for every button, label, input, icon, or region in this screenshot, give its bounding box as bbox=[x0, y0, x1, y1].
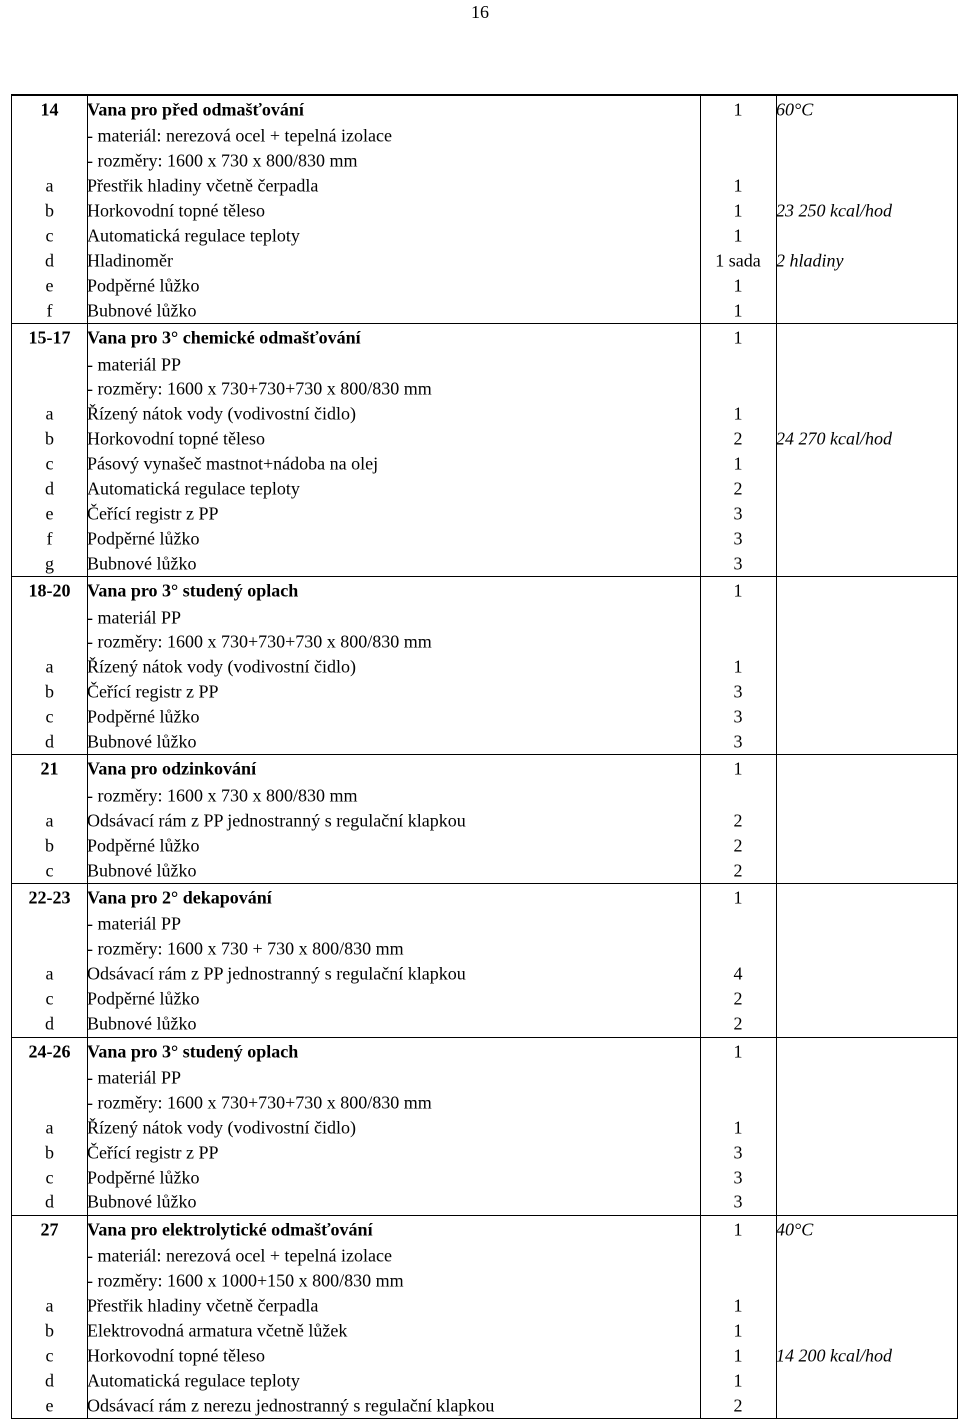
row-position: 18-20 bbox=[28, 580, 71, 601]
row-description: Bubnové lůžko bbox=[87, 300, 197, 321]
row-position: g bbox=[45, 553, 54, 574]
row-quantity: 1 bbox=[733, 1370, 743, 1391]
row-quantity: 3 bbox=[733, 1167, 743, 1187]
row-description: - rozměry: 1600 x 1000+150 x 800/830 mm bbox=[87, 1270, 404, 1291]
table-row bbox=[12, 912, 957, 937]
table-row bbox=[12, 1066, 957, 1091]
row-description: - rozměry: 1600 x 730+730+730 x 800/830 mm bbox=[87, 1092, 432, 1113]
table-row bbox=[12, 477, 957, 502]
row-quantity: 2 bbox=[733, 478, 743, 499]
row-position: 14 bbox=[40, 99, 59, 120]
row-position: f bbox=[46, 528, 53, 549]
table-row bbox=[12, 124, 957, 149]
row-description: - materiál: nerezová ocel + tepelná izolace bbox=[87, 125, 392, 146]
row-position: b bbox=[45, 681, 54, 702]
table-row bbox=[12, 705, 957, 730]
table-row bbox=[12, 526, 957, 551]
row-description: Horkovodní topné těleso bbox=[87, 1345, 265, 1366]
row-position: b bbox=[45, 428, 54, 449]
table-row bbox=[12, 605, 957, 630]
row-position: e bbox=[45, 503, 54, 524]
row-description: Bubnové lůžko bbox=[87, 860, 197, 881]
row-quantity: 1 bbox=[733, 1219, 743, 1240]
row-position: f bbox=[46, 300, 53, 321]
table-row bbox=[12, 655, 957, 680]
row-quantity: 1 bbox=[733, 1345, 743, 1366]
table-row bbox=[12, 858, 957, 883]
row-quantity: 3 bbox=[733, 706, 743, 727]
row-description: Automatická regulace teploty bbox=[87, 225, 300, 246]
row-quantity: 1 bbox=[733, 887, 743, 908]
row-quantity: 1 bbox=[733, 1295, 743, 1316]
row-quantity: 2 bbox=[733, 810, 743, 831]
row-description: Bubnové lůžko bbox=[87, 553, 197, 574]
row-quantity: 1 bbox=[733, 1320, 743, 1341]
table-row bbox=[12, 551, 957, 576]
row-description: Vana pro 3° chemické odmašťování bbox=[87, 327, 361, 348]
row-quantity: 1 bbox=[733, 1117, 743, 1138]
row-quantity: 1 bbox=[733, 225, 743, 246]
row-description: - materiál PP bbox=[87, 607, 181, 628]
table-row bbox=[12, 1244, 957, 1269]
row-description: - materiál PP bbox=[87, 1067, 181, 1088]
table-row bbox=[12, 1343, 957, 1368]
row-position: d bbox=[45, 250, 54, 271]
row-quantity: 1 sada bbox=[715, 250, 761, 271]
table-row bbox=[12, 1294, 957, 1319]
table-row bbox=[12, 1090, 957, 1115]
row-position: d bbox=[45, 478, 54, 499]
row-description: Podpěrné lůžko bbox=[87, 275, 200, 296]
row-description: - materiál PP bbox=[87, 913, 181, 934]
table-row-section bbox=[12, 1215, 957, 1244]
table-row bbox=[12, 402, 957, 427]
table-row bbox=[12, 833, 957, 858]
equipment-table bbox=[11, 94, 958, 1419]
table-row bbox=[12, 224, 957, 249]
row-position: a bbox=[45, 403, 54, 424]
row-quantity: 2 bbox=[733, 1395, 743, 1416]
row-quantity: 1 bbox=[733, 99, 743, 120]
row-position: d bbox=[45, 1013, 54, 1034]
row-position: d bbox=[45, 731, 54, 752]
row-position: 24-26 bbox=[28, 1041, 71, 1061]
row-description: - rozměry: 1600 x 730 + 730 x 800/830 mm bbox=[87, 938, 404, 959]
row-position: 22-23 bbox=[28, 887, 71, 908]
row-description: Podpěrné lůžko bbox=[87, 528, 200, 549]
row-description: Vana pro elektrolytické odmašťování bbox=[87, 1219, 373, 1240]
row-position: c bbox=[45, 988, 54, 1009]
row-quantity: 1 bbox=[733, 403, 743, 424]
row-quantity: 3 bbox=[733, 1142, 743, 1163]
table-row bbox=[12, 427, 957, 452]
table-row bbox=[12, 1190, 957, 1215]
row-position: d bbox=[45, 1370, 54, 1391]
table-row bbox=[12, 1319, 957, 1344]
table-row bbox=[12, 1012, 957, 1037]
table-row bbox=[12, 987, 957, 1012]
row-description: Odsávací rám z nerezu jednostranný s regulační klapkou bbox=[87, 1395, 495, 1416]
row-description: Bubnové lůžko bbox=[87, 1013, 197, 1034]
row-position: 21 bbox=[40, 758, 59, 779]
table-row bbox=[12, 273, 957, 298]
table-row-section bbox=[12, 323, 957, 352]
row-position: c bbox=[45, 1167, 54, 1187]
table-row bbox=[12, 452, 957, 477]
row-description: Vana pro před odmašťování bbox=[87, 99, 304, 120]
row-quantity: 1 bbox=[733, 175, 743, 196]
row-position: a bbox=[45, 810, 54, 831]
row-description: - rozměry: 1600 x 730 x 800/830 mm bbox=[87, 785, 358, 806]
row-note: 23 250 kcal/hod bbox=[776, 200, 892, 221]
row-description: - materiál PP bbox=[87, 354, 181, 375]
row-description: Podpěrné lůžko bbox=[87, 706, 200, 727]
table-row bbox=[12, 501, 957, 526]
row-quantity: 1 bbox=[733, 1041, 743, 1061]
row-position: c bbox=[45, 706, 54, 727]
row-description: Vana pro 3° studený oplach bbox=[87, 580, 299, 601]
row-description: Přestřik hladiny včetně čerpadla bbox=[87, 175, 319, 196]
table-row-section bbox=[12, 754, 957, 783]
table-row bbox=[12, 1393, 957, 1418]
row-quantity: 2 bbox=[733, 988, 743, 1009]
row-quantity: 3 bbox=[733, 553, 743, 574]
row-quantity: 3 bbox=[733, 1191, 743, 1212]
row-quantity: 2 bbox=[733, 1013, 743, 1034]
table-row bbox=[12, 1140, 957, 1165]
row-description: Odsávací rám z PP jednostranný s regulační klapkou bbox=[87, 810, 466, 831]
row-position: b bbox=[45, 1320, 54, 1341]
row-description: Horkovodní topné těleso bbox=[87, 428, 265, 449]
row-description: - materiál: nerezová ocel + tepelná izolace bbox=[87, 1245, 392, 1266]
row-quantity: 1 bbox=[733, 580, 743, 601]
row-description: Elektrovodná armatura včetně lůžek bbox=[87, 1320, 348, 1341]
table-row bbox=[12, 783, 957, 808]
row-description: Automatická regulace teploty bbox=[87, 478, 300, 499]
row-quantity: 1 bbox=[733, 453, 743, 474]
row-quantity: 1 bbox=[733, 758, 743, 779]
row-quantity: 3 bbox=[733, 528, 743, 549]
row-description: Přestřik hladiny včetně čerpadla bbox=[87, 1295, 319, 1316]
row-position: c bbox=[45, 453, 54, 474]
table-row bbox=[12, 352, 957, 377]
row-description: - rozměry: 1600 x 730+730+730 x 800/830 mm bbox=[87, 631, 432, 652]
table-row bbox=[12, 377, 957, 402]
row-position: e bbox=[45, 275, 54, 296]
row-position: c bbox=[45, 860, 54, 881]
row-description: Automatická regulace teploty bbox=[87, 1370, 300, 1391]
row-description: - rozměry: 1600 x 730 x 800/830 mm bbox=[87, 150, 358, 171]
row-description: Pásový vynašeč mastnot+nádoba na olej bbox=[87, 453, 379, 474]
row-position: c bbox=[45, 225, 54, 246]
row-note: 40°C bbox=[776, 1219, 814, 1240]
row-description: Horkovodní topné těleso bbox=[87, 200, 265, 221]
row-position: a bbox=[45, 656, 54, 677]
table-row bbox=[12, 962, 957, 987]
row-position: c bbox=[45, 1345, 54, 1366]
row-position: 15-17 bbox=[28, 327, 71, 348]
row-note: 60°C bbox=[776, 99, 814, 120]
table-row bbox=[12, 730, 957, 755]
row-position: a bbox=[45, 963, 54, 984]
row-position: d bbox=[45, 1191, 54, 1212]
table-row bbox=[12, 937, 957, 962]
table-row bbox=[12, 149, 957, 174]
table-row bbox=[12, 298, 957, 323]
table-row bbox=[12, 630, 957, 655]
row-position: b bbox=[45, 835, 54, 856]
row-note: 24 270 kcal/hod bbox=[776, 428, 892, 449]
row-quantity: 1 bbox=[733, 300, 743, 321]
table-row bbox=[12, 1165, 957, 1190]
row-quantity: 2 bbox=[733, 835, 743, 856]
table-row bbox=[12, 1269, 957, 1294]
page-number: 16 bbox=[471, 2, 489, 22]
table-row bbox=[12, 808, 957, 833]
row-description: Podpěrné lůžko bbox=[87, 1167, 200, 1187]
row-quantity: 4 bbox=[733, 963, 743, 984]
row-position: e bbox=[45, 1395, 54, 1416]
row-position: a bbox=[45, 175, 54, 196]
row-position: 27 bbox=[40, 1219, 59, 1240]
table-row-section bbox=[12, 96, 957, 124]
row-quantity: 2 bbox=[733, 860, 743, 881]
row-quantity: 1 bbox=[733, 200, 743, 221]
row-quantity: 3 bbox=[733, 681, 743, 702]
row-description: - rozměry: 1600 x 730+730+730 x 800/830 mm bbox=[87, 378, 432, 399]
row-description: Vana pro 2° dekapování bbox=[87, 887, 272, 908]
row-description: Vana pro 3° studený oplach bbox=[87, 1041, 299, 1061]
row-quantity: 1 bbox=[733, 275, 743, 296]
row-description: Hladinoměr bbox=[87, 250, 173, 271]
row-description: Řízený nátok vody (vodivostní čidlo) bbox=[87, 403, 356, 424]
row-quantity: 1 bbox=[733, 656, 743, 677]
row-description: Vana pro odzinkování bbox=[87, 758, 257, 779]
row-quantity: 3 bbox=[733, 503, 743, 524]
table-row bbox=[12, 199, 957, 224]
row-description: Řízený nátok vody (vodivostní čidlo) bbox=[87, 656, 356, 677]
row-description: Čeřící registr z PP bbox=[87, 1142, 219, 1163]
table-row bbox=[12, 174, 957, 199]
row-description: Bubnové lůžko bbox=[87, 1191, 197, 1212]
row-quantity: 1 bbox=[733, 327, 743, 348]
row-description: Odsávací rám z PP jednostranný s regulační klapkou bbox=[87, 963, 466, 984]
row-note: 2 hladiny bbox=[776, 250, 844, 271]
table-row bbox=[12, 1368, 957, 1393]
row-description: Čeřící registr z PP bbox=[87, 503, 219, 524]
row-description: Podpěrné lůžko bbox=[87, 835, 200, 856]
row-description: Bubnové lůžko bbox=[87, 731, 197, 752]
row-position: a bbox=[45, 1117, 54, 1138]
table-row-section bbox=[12, 883, 957, 912]
row-quantity: 2 bbox=[733, 428, 743, 449]
table-row bbox=[12, 248, 957, 273]
row-description: Řízený nátok vody (vodivostní čidlo) bbox=[87, 1117, 356, 1138]
table-row-section bbox=[12, 576, 957, 605]
row-position: b bbox=[45, 1142, 54, 1163]
table-row-section bbox=[12, 1037, 957, 1066]
table-row bbox=[12, 680, 957, 705]
row-position: b bbox=[45, 200, 54, 221]
row-description: Podpěrné lůžko bbox=[87, 988, 200, 1009]
row-description: Čeřící registr z PP bbox=[87, 681, 219, 702]
row-quantity: 3 bbox=[733, 731, 743, 752]
table-row bbox=[12, 1115, 957, 1140]
row-note: 14 200 kcal/hod bbox=[776, 1345, 892, 1366]
row-position: a bbox=[45, 1295, 54, 1316]
